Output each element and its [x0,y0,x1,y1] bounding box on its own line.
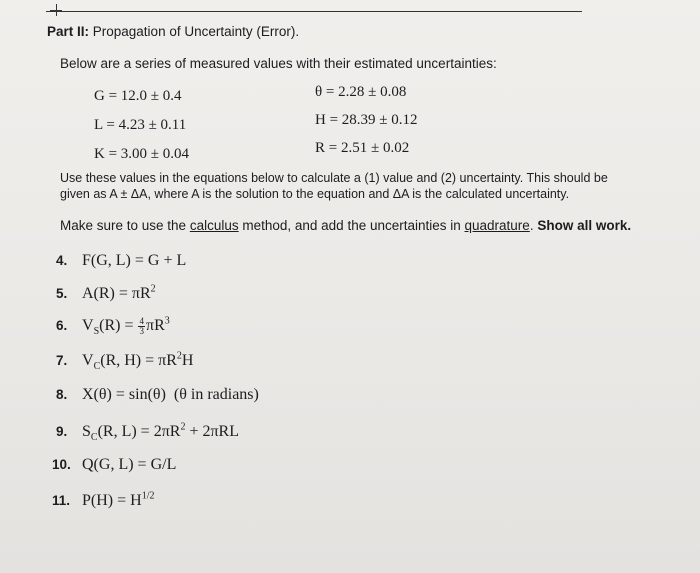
measurement-k: K = 3.00 ± 0.04 [94,146,190,162]
problem-11: 11. $P(H) = H^{1/2}$ [52,491,155,510]
quadrature-term: quadrature [464,218,530,233]
problem-5: 5. $A(R) = \pi R^2$ [56,284,156,303]
measurement-r: R = 2.51 ± 0.02 [315,140,410,156]
fraction-four-thirds: $\frac{4}{3}$ [139,316,144,337]
equation-6: $V_S(R)$ = $\frac{4}{3}$ $\pi R^3$ [82,316,170,338]
equation-10: Q(G, L) = G/L [82,456,177,473]
top-rule [46,11,582,12]
heading-label: Part II: [47,24,90,39]
instructions-line-1: Use these values in the equations below to calculate a (1) value and (2) uncertainty. This should be [60,171,608,185]
equation-5: $A(R) = \pi R^2$ [82,284,156,303]
problem-10: 10. Q(G, L) = G/L [52,456,177,473]
equation-4: F(G, L) = G + L [82,252,187,269]
intro-text: Below are a series of measured values with their estimated uncertainties: [60,56,497,71]
show-all-work: Show all work. [537,218,632,233]
heading-title: Propagation of Uncertainty (Error). [89,24,300,39]
equation-11: $P(H) = H^{1/2}$ [82,491,155,510]
method-instructions: Make sure to use the calculus method, and add the uncertainties in quadrature. Show all work. [60,218,632,233]
measurement-g: G = 12.0 ± 0.4 [94,88,182,104]
problem-6: 6. $V_S(R)$ = $\frac{4}{3}$ $\pi R^3$ [56,316,170,338]
equation-7: $V_C(R$, $H) = \pi R^2H$ [82,351,194,373]
problem-8: 8. X(θ) = sin(θ) (θ in radians) [56,386,259,403]
instructions-line-2: given as A ± ΔA, where A is the solution to the equation and ΔA is the calculated uncertainty. [60,187,570,201]
section-heading [47,24,299,39]
measurement-l: L = 4.23 ± 0.11 [94,117,187,133]
calculus-term: calculus [189,218,239,233]
problem-7: 7. $V_C(R$, $H) = \pi R^2H$ [56,351,194,373]
measurement-h: H = 28.39 ± 0.12 [315,112,418,128]
equation-8: X(θ) = sin(θ) (θ in radians) [82,386,259,403]
problem-9: 9. $S_C(R$, $L) = 2\pi R^2 + 2\pi RL$ [56,422,239,444]
measurement-theta: θ = 2.28 ± 0.08 [315,84,407,100]
problem-4: 4. F(G, L) = G + L [56,252,187,269]
equation-9: $S_C(R$, $L) = 2\pi R^2 + 2\pi RL$ [82,422,239,444]
